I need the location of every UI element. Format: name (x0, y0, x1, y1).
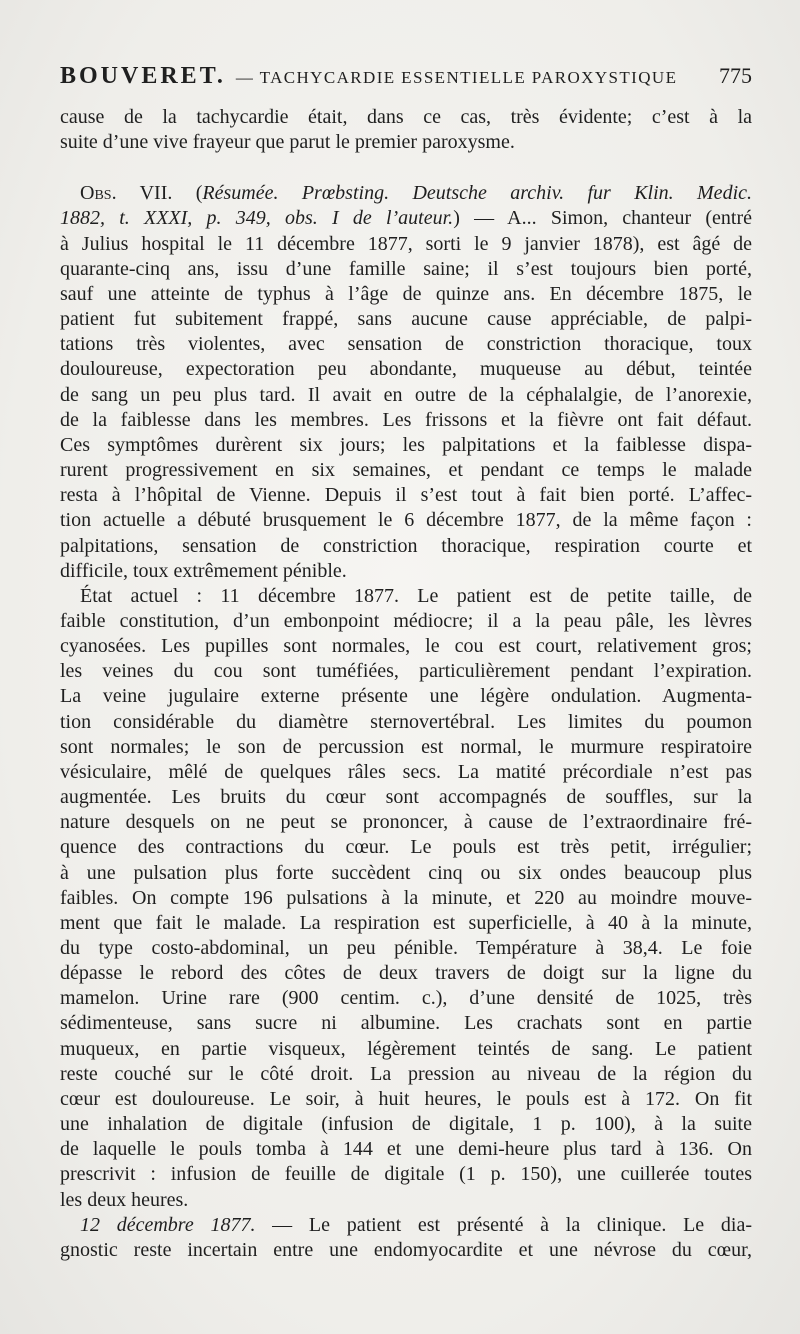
text-segment: VII. ( (116, 182, 203, 205)
text-segment: palpitations, sensation de constriction thoracique, respiration courte et (60, 534, 752, 557)
text-line (60, 710, 752, 735)
text-line (60, 559, 752, 584)
paragraph (60, 584, 752, 1213)
page-number: 775 (719, 63, 752, 88)
header-title: — TACHYCARDIE ESSENTIELLE PAROXYSTIQUE (235, 68, 678, 87)
text-line (60, 483, 752, 508)
text-segment: resta à l’hôpital de Vienne. Depuis il s’est tout à fait bien porté. L’affec- (60, 484, 752, 507)
text-line (60, 911, 752, 936)
paragraph (60, 1213, 752, 1263)
text-line (60, 130, 752, 155)
smallcaps-text: Obs. (80, 182, 117, 205)
text-segment: suite d’une vive frayeur que parut le premier paroxysme. (60, 131, 515, 154)
text-line (60, 206, 752, 231)
text-line (60, 1238, 752, 1263)
text-line (60, 508, 752, 533)
text-segment: faibles. On compte 196 pulsations à la minute, et 220 au moindre mouve- (60, 886, 752, 909)
text-segment: cœur est douloureuse. Le soir, à huit heures, le pouls est à 172. On fit (60, 1087, 752, 1110)
text-segment: ) — A... Simon, chanteur (entré (453, 207, 753, 230)
italic-text: 12 décembre 1877. (80, 1213, 256, 1236)
text-line (60, 1137, 752, 1162)
paragraph (60, 181, 752, 584)
text-body (60, 105, 752, 1263)
text-line (60, 936, 752, 961)
text-line (60, 634, 752, 659)
text-line (60, 1011, 752, 1036)
text-line (60, 1062, 752, 1087)
text-line (60, 659, 752, 684)
text-line (60, 735, 752, 760)
text-segment: rurent progressivement en six semaines, et pendant ce temps le malade (60, 459, 752, 482)
text-segment: — Le patient est présenté à la clinique. Le dia- (255, 1213, 752, 1236)
text-line (60, 785, 752, 810)
text-line (60, 835, 752, 860)
text-line (60, 357, 752, 382)
text-line (60, 1087, 752, 1112)
text-line (60, 609, 752, 634)
text-segment: tion considérable du diamètre sternovertébral. Les limites du poumon (60, 710, 752, 733)
text-segment: gnostic reste incertain entre une endomyocardite et une névrose du cœur, (60, 1238, 752, 1261)
text-segment: quarante-cinq ans, issu d’une famille saine; il s’est toujours bien porté, (60, 257, 752, 280)
text-line (60, 886, 752, 911)
text-line (60, 584, 752, 609)
text-line (60, 1188, 752, 1213)
text-line (60, 1213, 752, 1238)
text-segment: de la faiblesse dans les membres. Les frissons et la fièvre ont fait défaut. (60, 408, 752, 431)
text-line (60, 307, 752, 332)
text-line (60, 534, 752, 559)
italic-text: Résumée. Prœbsting. Deutsche archiv. fur Klin. Medic. (202, 182, 752, 205)
text-line (60, 986, 752, 1011)
text-segment: de laquelle le pouls tomba à 144 et une demi-heure plus tard à 136. On (60, 1138, 752, 1161)
text-segment: faible constitution, d’un embonpoint médiocre; il a la peau pâle, les lèvres (60, 609, 752, 632)
running-header (60, 63, 752, 93)
text-line (60, 408, 752, 433)
italic-text: 1882, t. XXXI, p. 349, obs. I de l’auteur. (60, 207, 454, 230)
text-segment: tations très violentes, avec sensation de constriction thoracique, toux (60, 333, 752, 356)
text-segment: reste couché sur le côté droit. La pression au niveau de la région du (60, 1062, 752, 1085)
text-line (60, 861, 752, 886)
text-segment: cause de la tachycardie était, dans ce cas, très évidente; c’est à la (60, 106, 752, 128)
text-line (60, 810, 752, 835)
header-title-group (60, 63, 677, 90)
text-segment: La veine jugulaire externe présente une légère ondulation. Augmenta- (60, 685, 752, 708)
header-author: BOUVERET. (60, 63, 226, 89)
text-line (60, 232, 752, 257)
text-line (60, 433, 752, 458)
text-segment: douloureuse, expectoration peu abondante, muqueuse au début, teintée (60, 358, 752, 381)
text-segment: sauf une atteinte de typhus à l’âge de quinze ans. En décembre 1875, le (60, 282, 752, 305)
text-segment: augmentée. Les bruits du cœur sont accompagnés de souffles, sur la (60, 786, 752, 809)
text-segment: ment que fait le malade. La respiration est superficielle, à 40 à la minute, (60, 911, 752, 934)
text-segment: dépasse le rebord des côtes de deux travers de doigt sur la ligne du (60, 962, 752, 985)
text-segment: sont normales; le son de percussion est normal, le murmure respiratoire (60, 735, 752, 758)
text-line (60, 181, 752, 206)
text-segment: État actuel : 11 décembre 1877. Le patient est de petite taille, de (80, 584, 752, 607)
text-segment: tion actuelle a débuté brusquement le 6 décembre 1877, de la même façon : (60, 509, 752, 532)
text-segment: vésiculaire, mêlé de quelques râles secs. La matité précordiale n’est pas (60, 760, 752, 783)
text-line (60, 760, 752, 785)
text-line (60, 961, 752, 986)
text-line (60, 282, 752, 307)
text-line (60, 1112, 752, 1137)
text-segment: les veines du cou sont tuméfiées, particulièrement pendant l’expiration. (60, 660, 752, 683)
text-segment: mamelon. Urine rare (900 centim. c.), d’une densité de 1025, très (60, 987, 752, 1010)
text-segment: Ces symptômes durèrent six jours; les palpitations et la faiblesse dispa- (60, 433, 752, 456)
text-segment: difficile, toux extrêmement pénible. (60, 559, 347, 582)
text-line (60, 1162, 752, 1187)
text-segment: de sang un peu plus tard. Il avait en outre de la céphalalgie, de l’anorexie, (60, 383, 752, 406)
text-segment: patient fut subitement frappé, sans aucune cause appréciable, de palpi- (60, 308, 752, 331)
text-line (60, 105, 752, 130)
text-segment: muqueux, en partie visqueux, légèrement teintés de sang. Le patient (60, 1037, 752, 1060)
text-segment: une inhalation de digitale (infusion de digitale, 1 p. 100), à la suite (60, 1113, 752, 1136)
text-line (60, 257, 752, 282)
text-segment: prescrivit : infusion de feuille de digitale (1 p. 150), une cuillerée toutes (60, 1163, 752, 1186)
text-segment: nature desquels on ne peut se prononcer, à cause de l’extraordinaire fré- (60, 811, 752, 834)
paragraph (60, 105, 752, 155)
text-segment: les deux heures. (60, 1188, 189, 1211)
text-line (60, 332, 752, 357)
text-segment: quence des contractions du cœur. Le pouls est très petit, irrégulier; (60, 836, 752, 859)
text-line (60, 383, 752, 408)
text-segment: cyanosées. Les pupilles sont normales, le cou est court, relativement gros; (60, 635, 752, 658)
text-segment: du type costo-abdominal, un peu pénible. Température à 38,4. Le foie (60, 937, 752, 959)
text-line (60, 684, 752, 709)
text-segment: sédimenteuse, sans sucre ni albumine. Les crachats sont en partie (60, 1012, 752, 1035)
text-segment: à une pulsation plus forte succèdent cinq ou six ondes beaucoup plus (60, 861, 752, 884)
text-line (60, 458, 752, 483)
text-line (60, 1037, 752, 1062)
text-segment: à Julius hospital le 11 décembre 1877, sorti le 9 janvier 1878), est âgé de (60, 232, 752, 255)
